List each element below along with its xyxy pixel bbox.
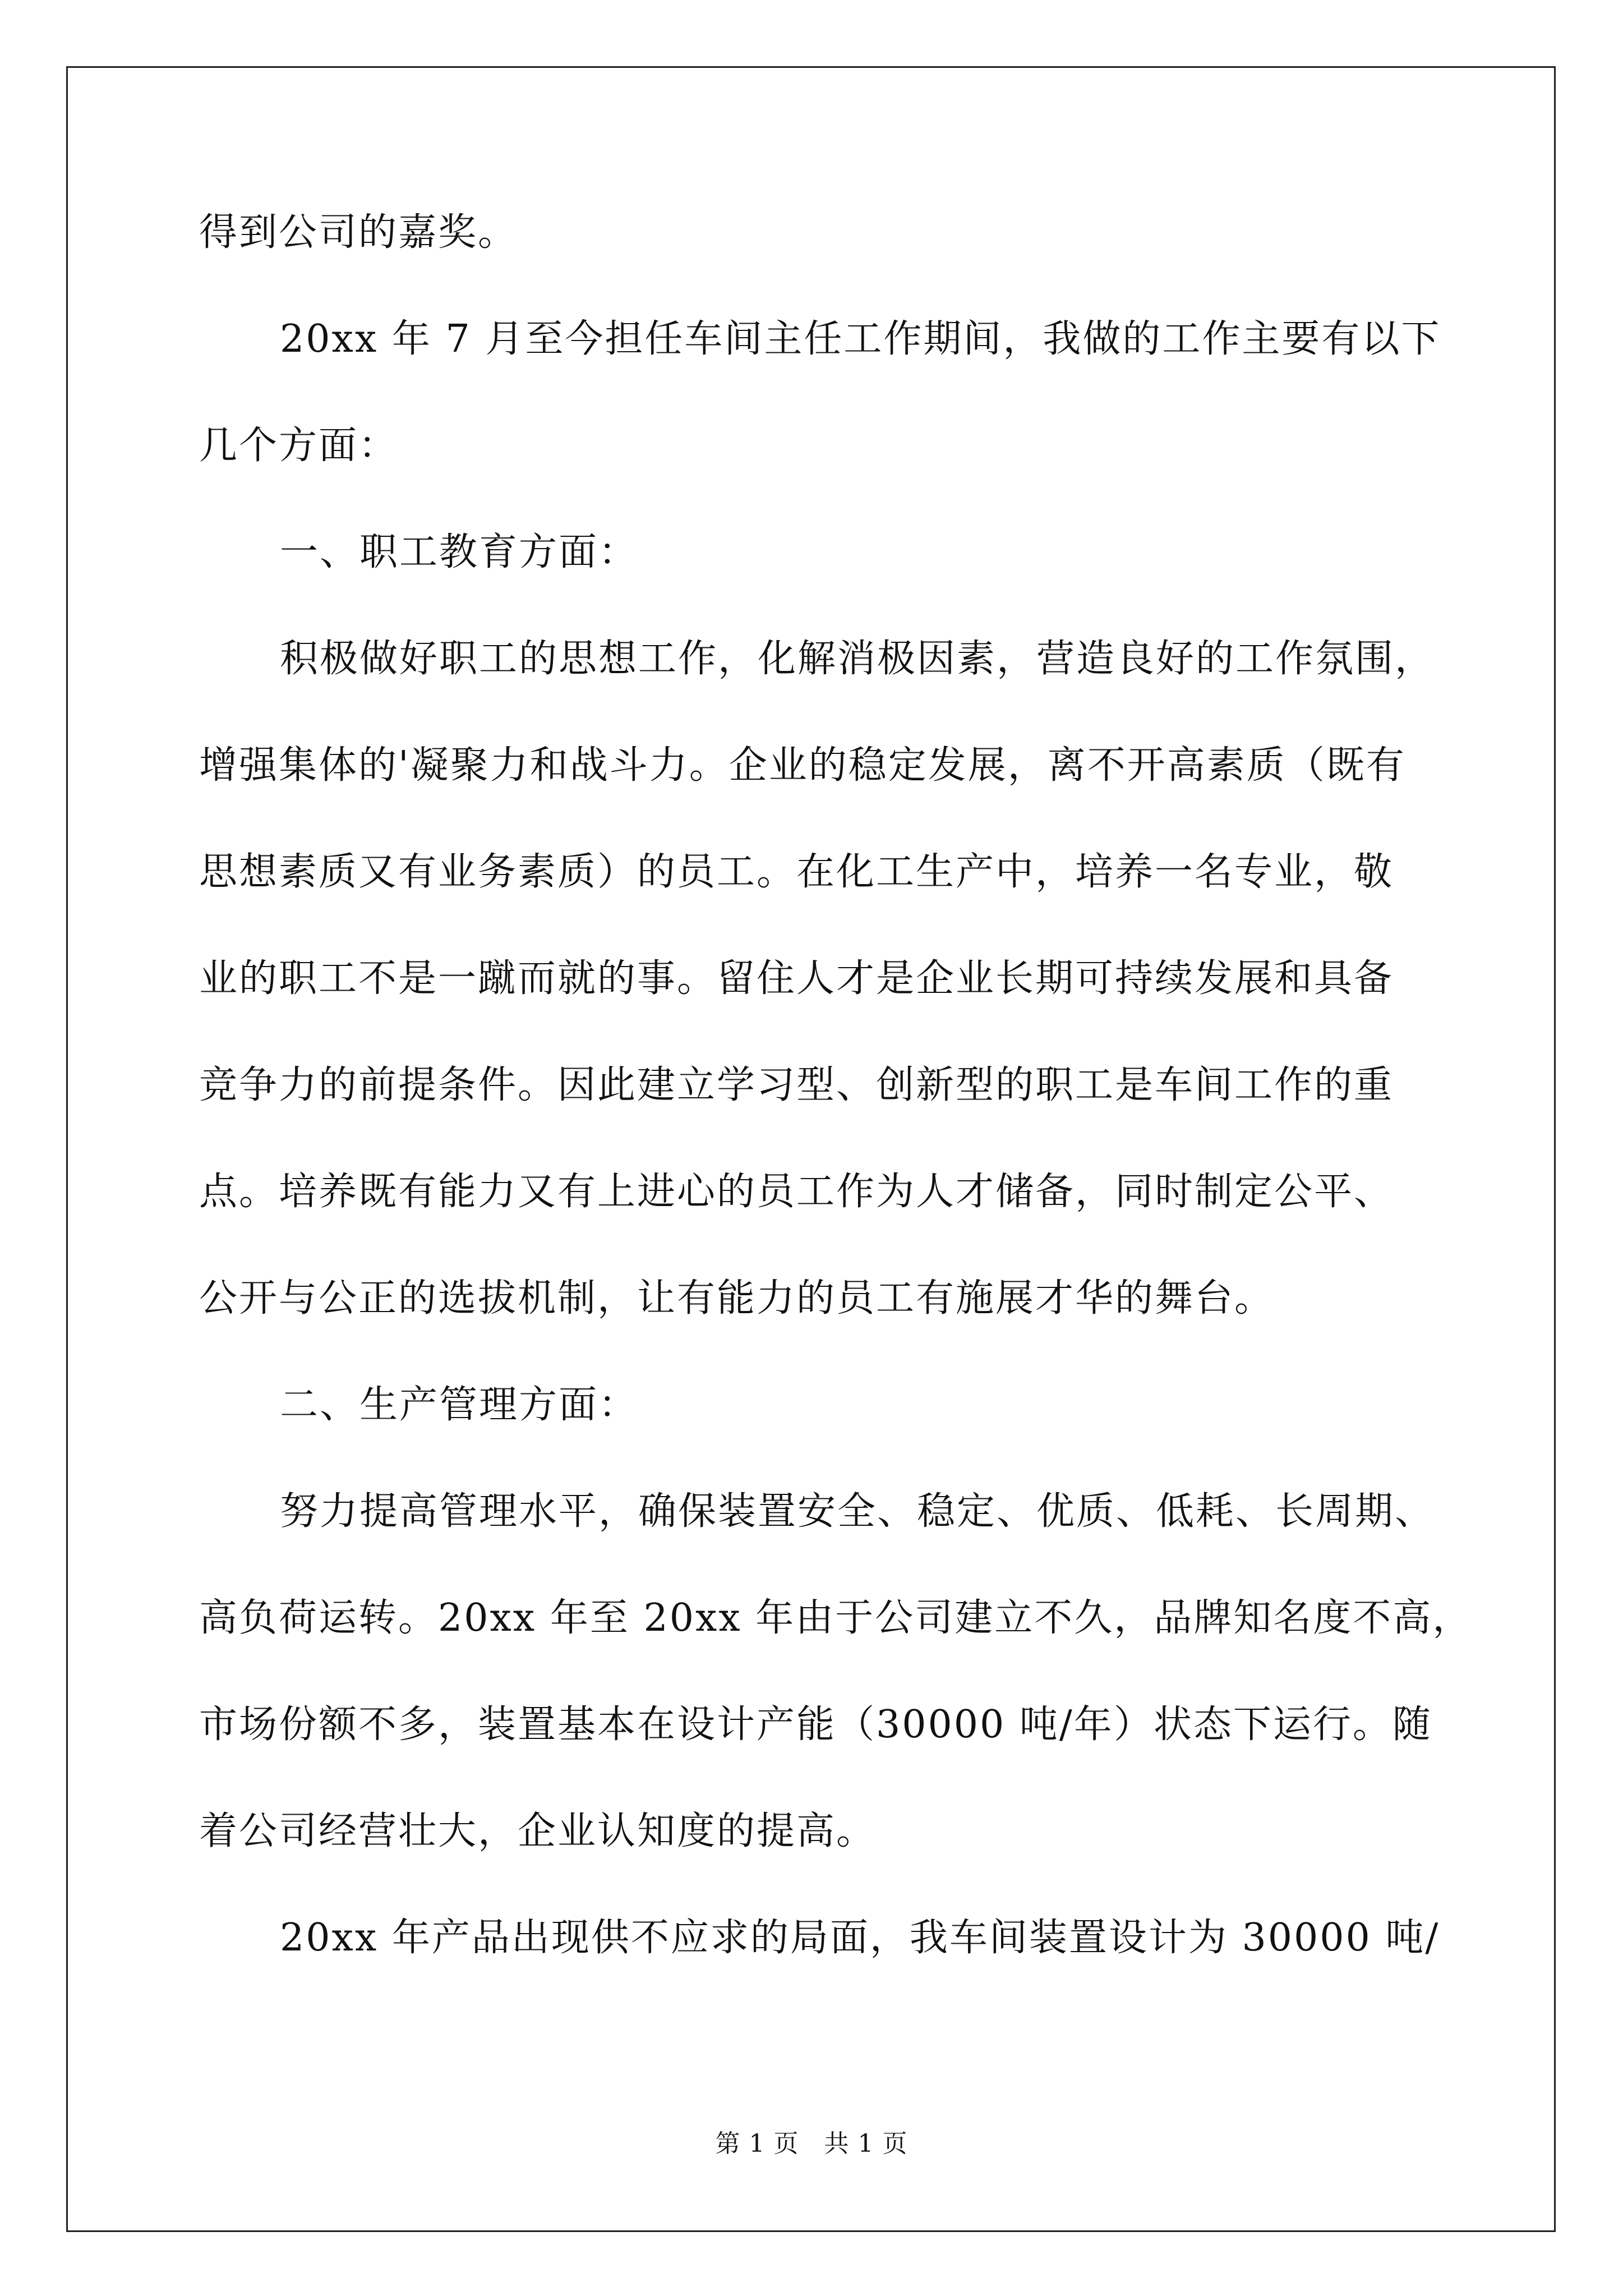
text-line: 业的职工不是一蹴而就的事。留住人才是企业长期可持续发展和具备 (199, 956, 1394, 1001)
text-line: 20xx 年 7 月至今担任车间主任工作期间，我做的工作主要有以下 (280, 317, 1441, 361)
text-line: 努力提高管理水平，确保装置安全、稳定、优质、低耗、长周期、 (280, 1489, 1435, 1534)
section-heading: 二、生产管理方面： (280, 1383, 639, 1427)
text-line: 20xx 年产品出现供不应求的局面，我车间装置设计为 30000 吨/ (280, 1916, 1440, 1960)
text-line: 高负荷运转。20xx 年至 20xx 年由于公司建立不久，品牌知名度不高， (199, 1596, 1473, 1640)
text-line: 着公司经营壮大，企业认知度的提高。 (199, 1809, 877, 1853)
text-line: 点。培养既有能力又有上进心的员工作为人才储备，同时制定公平、 (199, 1170, 1394, 1214)
section-heading: 一、职工教育方面： (280, 530, 639, 574)
page-footer: 第 1 页 共 1 页 (715, 2129, 908, 2158)
text-line: 增强集体的'凝聚力和战斗力。企业的稳定发展，离不开高素质（既有 (199, 743, 1406, 788)
text-line: 得到公司的嘉奖。 (199, 210, 518, 255)
text-line: 思想素质又有业务素质）的员工。在化工生产中，培养一名专业，敬 (199, 850, 1394, 894)
text-line: 市场份额不多，装置基本在设计产能（30000 吨/年）状态下运行。随 (199, 1703, 1432, 1747)
text-line: 积极做好职工的思想工作，化解消极因素，营造良好的工作氛围， (280, 637, 1435, 681)
text-line: 几个方面： (199, 424, 399, 468)
document-body (199, 202, 1473, 2014)
text-line: 公开与公正的选拔机制，让有能力的员工有施展才华的舞台。 (199, 1276, 1275, 1320)
text-line: 竞争力的前提条件。因此建立学习型、创新型的职工是车间工作的重 (199, 1063, 1394, 1107)
